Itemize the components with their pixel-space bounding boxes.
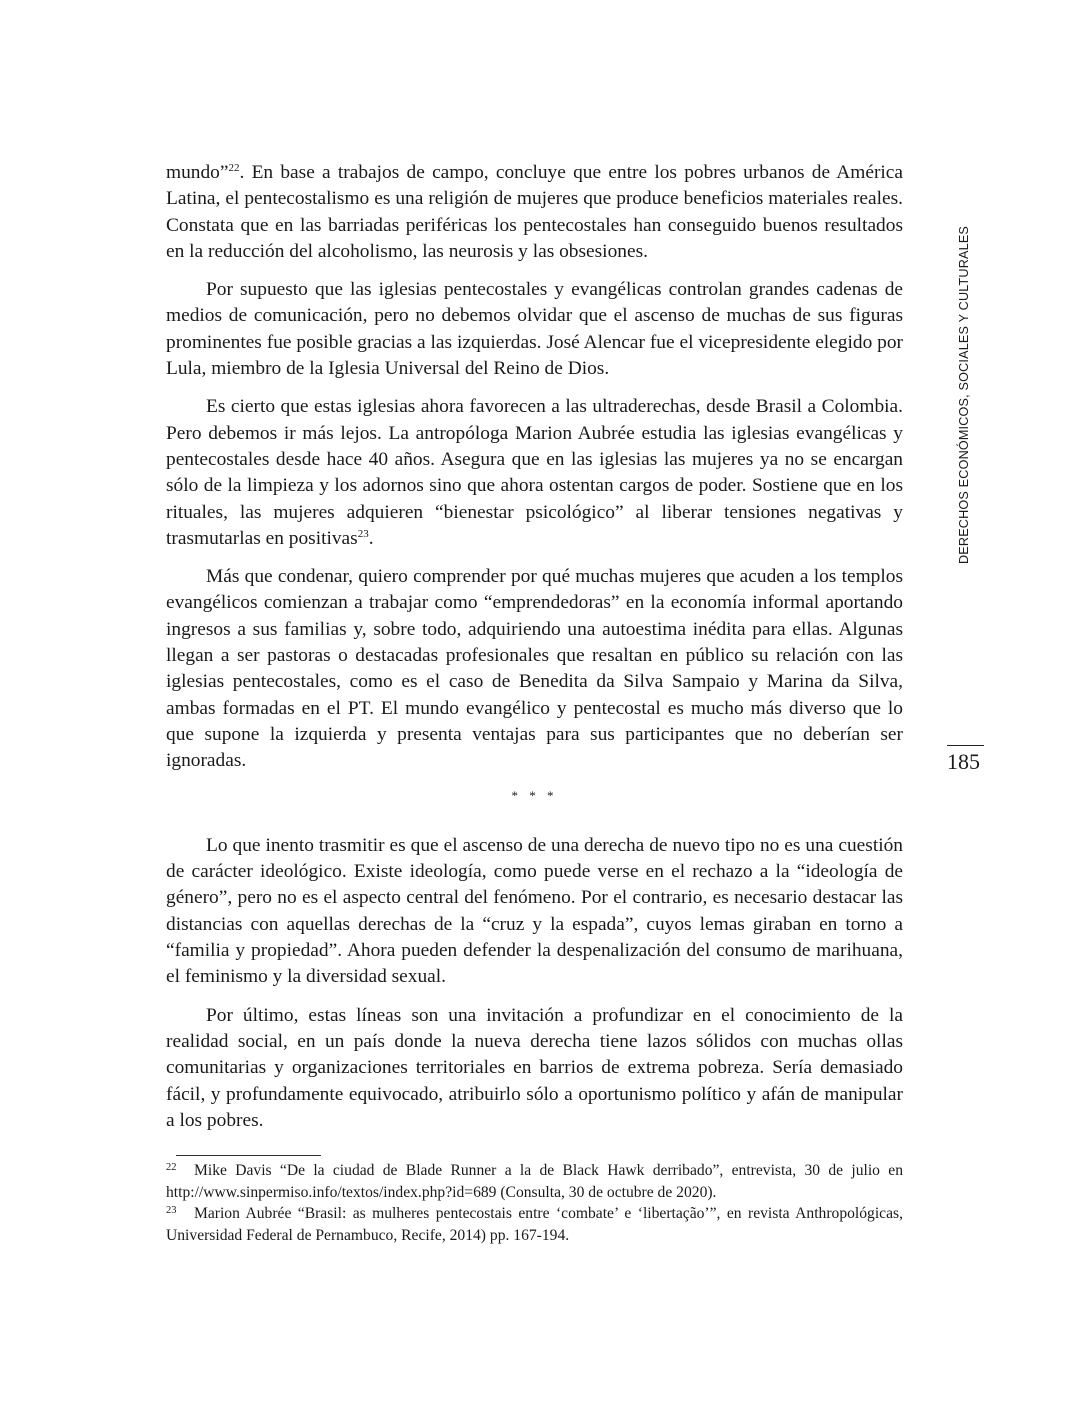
paragraph-text: . En base a trabajos de campo, concluye que entre los pobres urbanos de América Latina, el pentecostalismo es una religión de mujeres que produce beneficios materiales reales. Constata que en las barriadas periféricas los pentecostales han conseguido buenos resultados en la reducción del alcoholismo, las neurosis y las obsesiones.	[166, 162, 903, 262]
footnote-ref-22[interactable]: 22	[228, 162, 240, 174]
page-number-rule	[947, 745, 984, 746]
paragraph-2: Por supuesto que las iglesias pentecostales y evangélicas controlan grandes cadenas de medios de comunicación, pero no debemos olvidar que el ascenso de muchas de sus figuras prominentes fue posible gracias a las izquierdas. José Alencar fue el vicepresidente elegido por Lula, miembro de la Iglesia Universal del Reino de Dios.	[166, 279, 903, 380]
footnote-22: 22 Mike Davis “De la ciudad de Blade Runner a la de Black Hawk derribado”, entrevista, 30 de julio en http://www.sinpermiso.info/textos/index.php?id=689 (Consulta, 30 de octubre de 2020).	[166, 1162, 903, 1201]
footnotes	[166, 1160, 903, 1246]
footnote-text: Mike Davis “De la ciudad de Blade Runner a la de Black Hawk derribado”, entrevista, 30 de julio en http://www.sinpermiso.info/textos/index.php?id=689 (Consulta, 30 de octubre de 2020).	[166, 1162, 903, 1201]
footnote-23: 23 Marion Aubrée “Brasil: as mulheres pentecostais entre ‘combate’ e ‘libertação’”, en revista Anthropológicas, Universidad Federal de Pernambuco, Recife, 2014) pp. 167-194.	[166, 1205, 903, 1244]
running-section-title	[952, 225, 976, 564]
page-number: 185	[947, 749, 980, 774]
footnote-text: Marion Aubrée “Brasil: as mulheres pentecostais entre ‘combate’ e ‘libertação’”, en revista Anthropológicas, Universidad Federal de Pernambuco, Recife, 2014) pp. 167-194.	[166, 1205, 903, 1244]
paragraph-text: Es cierto que estas iglesias ahora favorecen a las ultraderechas, desde Brasil a Colombia. Pero debemos ir más lejos. La antropóloga Marion Aubrée estudia las iglesias evangélicas y pentecostales desde hace 40 años. Asegura que en las iglesias las mujeres ya no se encargan sólo de la limpieza y los adornos sino que ahora ostentan cargos de poder. Sostiene que en los rituales, las mujeres adquieren “bienestar psicológico” al liberar tensiones negativas y trasmutarlas en positivas	[166, 396, 903, 549]
paragraph-6: Por último, estas líneas son una invitación a profundizar en el conocimiento de la realidad social, en un país donde la nueva derecha tiene lazos sólidos con muchas ollas comunitarias y organizaciones territoriales en barrios de extrema pobreza. Sería demasiado fácil, y profundamente equivocado, atribuirlo sólo a oportunismo político y afán de manipular a los pobres.	[166, 1004, 903, 1131]
footnote-ref-23[interactable]: 23	[357, 527, 369, 540]
paragraph-text: .	[368, 527, 374, 549]
main-text	[166, 160, 903, 1146]
paragraph-1	[166, 160, 903, 265]
footnote-divider	[176, 1155, 321, 1156]
paragraph-text: mundo”	[166, 162, 229, 183]
paragraph-3	[166, 394, 903, 552]
paragraph-5: Lo que inento trasmitir es que el ascenso de una derecha de nuevo tipo no es una cuestión de carácter ideológico. Existe ideología, como puede verse en el rechazo a la “ideología de género”, pero no es el aspecto central del fenómeno. Por el contrario, es necesario destacar las distancias con aquellas derechas de la “cruz y la espada”, cuyos lemas giraban en torno a “familia y propiedad”. Ahora pueden defender la despenalización del consumo de marihuana, el feminismo y la diversidad sexual.	[166, 834, 903, 988]
paragraph-4: Más que condenar, quiero comprender por qué muchas mujeres que acuden a los templos evangélicos comienzan a trabajar como “emprendedoras” en la economía informal aportando ingresos a sus familias y, sobre todo, adquiriendo una autoestima inédita para ellas. Algunas llegan a ser pastoras o destacadas profesionales que resaltan en público su relación con las iglesias pentecostales, como es el caso de Benedita da Silva Sampaio y Marina da Silva, ambas formadas en el PT. El mundo evangélico y pentecostal es mucho más diverso que lo que supone la izquierda y presenta ventajas para sus participantes que no deberían ser ignoradas.	[166, 566, 903, 772]
section-title-text: DERECHOS ECONÓMICOS, SOCIALES Y CULTURALES	[957, 225, 971, 564]
section-separator: * * *	[511, 787, 558, 803]
